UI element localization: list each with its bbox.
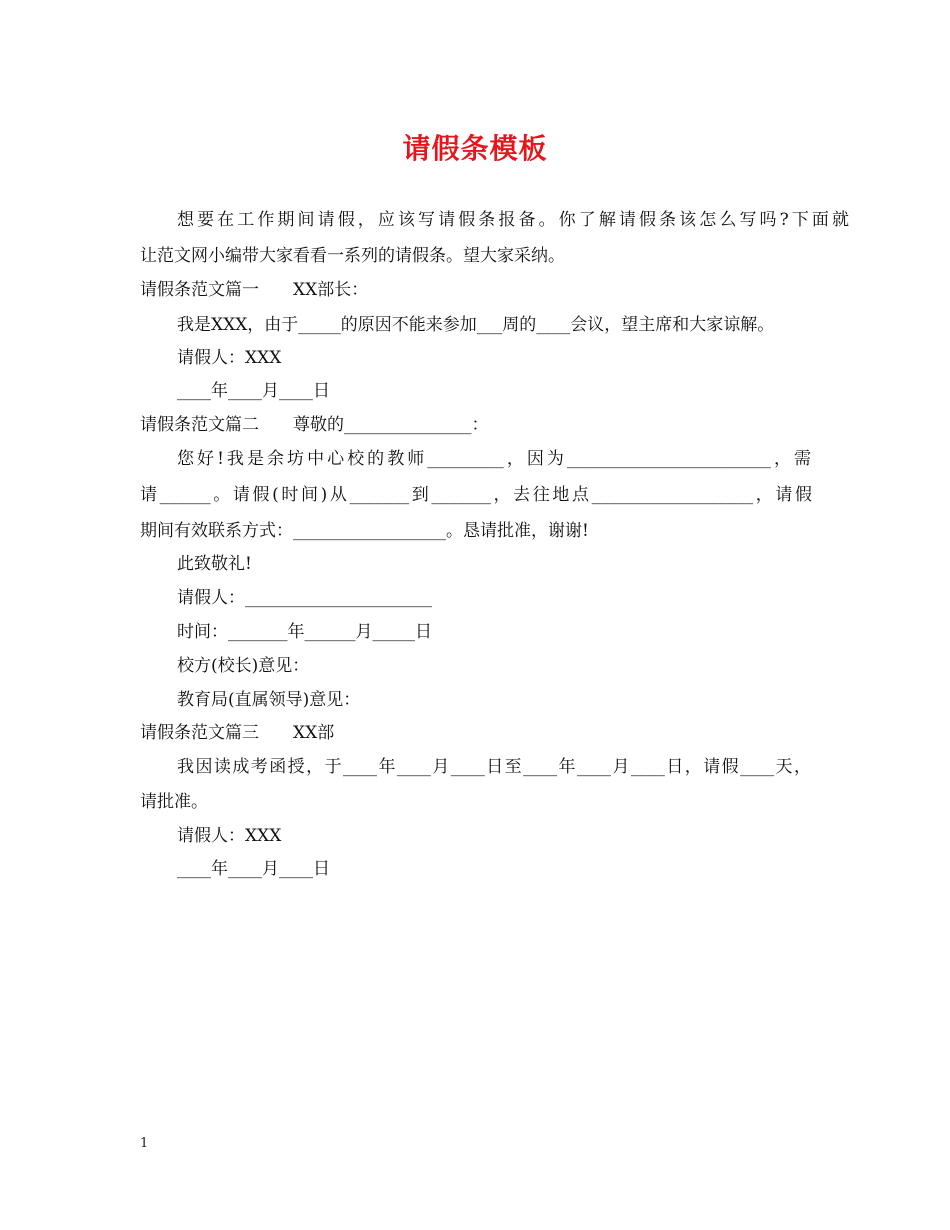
section-2-body-line-1: 您好!我是余坊中心校的教师_________，因为________________________，需	[177, 449, 811, 469]
section-2-body-line-2: 请______。请假(时间)从_______到_______，去往地点___________________，请假	[140, 485, 812, 505]
section-3-body-line-1: 我因读成考函授，于____年____月____日至____年____月____日，请假____天，	[177, 757, 811, 777]
document-title: 请假条模板	[402, 132, 548, 165]
section-3-signer-line: 请假人：XXX	[177, 826, 282, 846]
section-2-body-line-3: 期间有效联系方式：__________________。恳请批准，谢谢!	[140, 521, 589, 541]
section-2-time-line: 时间：_______年______月_____日	[177, 622, 432, 642]
section-2-bureau-opinion-line: 教育局(直属领导)意见：	[177, 690, 361, 710]
section-3-date-line: ____年____月____日	[177, 859, 330, 879]
intro-line-2: 让范文网小编带大家看看一系列的请假条。望大家采纳。	[140, 246, 565, 266]
section-2-closing-line: 此致敬礼!	[177, 554, 252, 574]
section-2-school-opinion-line: 校方(校长)意见：	[177, 656, 310, 676]
section-2-signer-line: 请假人：______________________	[177, 588, 432, 608]
section-1-heading: 请假条范文篇一 XX部长：	[140, 280, 369, 300]
section-3-body-line-2: 请批准。	[140, 792, 208, 812]
intro-line-1: 想要在工作期间请假，应该写请假条报备。你了解请假条该怎么写吗?下面就	[177, 210, 849, 230]
section-2-heading: 请假条范文篇二 尊敬的_______________：	[140, 415, 489, 435]
section-1-body-line: 我是XXX，由于_____的原因不能来参加___周的____会议，望主席和大家谅解。	[177, 315, 775, 335]
section-1-signer-line: 请假人：XXX	[177, 348, 282, 368]
page-number: 1	[140, 1136, 149, 1151]
section-3-heading: 请假条范文篇三 XX部	[140, 723, 335, 743]
section-1-date-line: ____年____月____日	[177, 381, 330, 401]
